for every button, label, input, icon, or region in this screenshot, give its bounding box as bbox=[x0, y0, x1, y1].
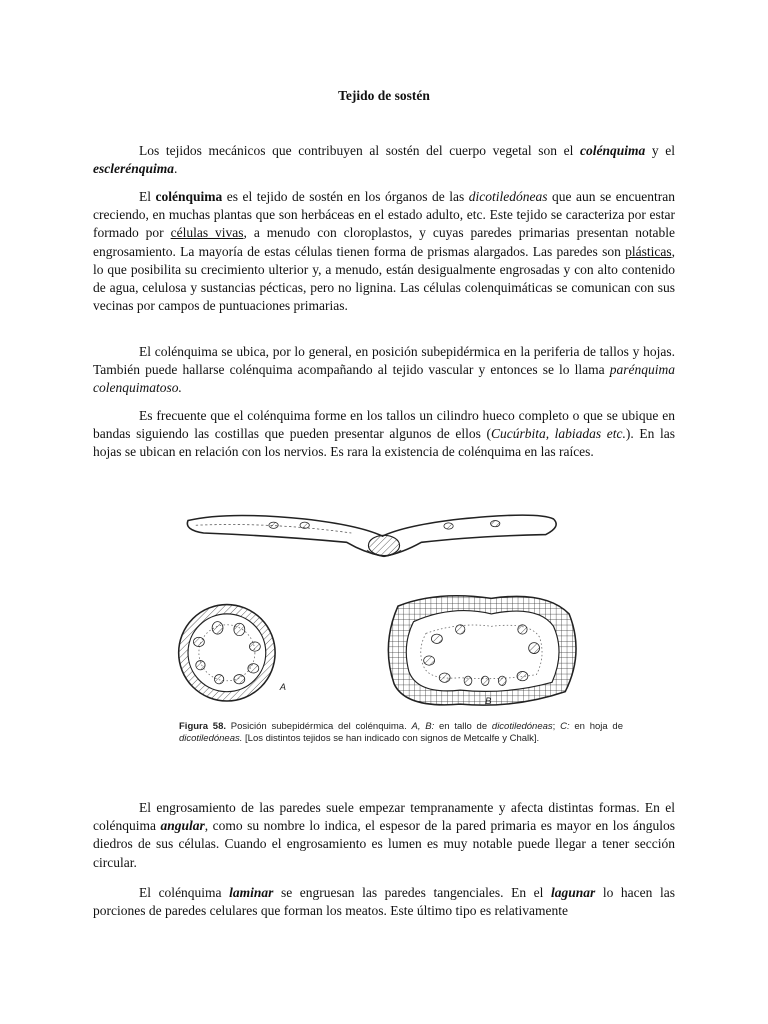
text: Es frecuente que el colénquima forme en los tallos un cilindro hueco completo o que se ubique en bandas siguiendo las costillas que pueden presentar algunos de ellos ( bbox=[93, 408, 675, 442]
text: y el bbox=[645, 143, 675, 158]
term-celulas-vivas: células vivas bbox=[170, 225, 244, 241]
text: en hoja de bbox=[569, 721, 624, 732]
text: A, B: bbox=[411, 721, 435, 732]
caption-label: Figura 58. bbox=[179, 721, 227, 732]
text: , a menudo con cloroplastos, y cuyas paredes primarias presentan notable engrosamiento. La mayoría de estas células tienen forma de prismas alargados. Las paredes son bbox=[93, 225, 676, 259]
text: El engrosamiento de las paredes suele empezar tempranamente y afecta distintas formas. En el colénquima bbox=[93, 800, 675, 834]
text: El colénquima bbox=[139, 885, 230, 900]
text: ; bbox=[552, 721, 561, 732]
text: dicotiledóneas bbox=[491, 721, 553, 732]
term-lagunar: lagunar bbox=[551, 885, 596, 900]
paragraph-5 bbox=[93, 799, 675, 872]
text: dicotiledóneas. bbox=[179, 732, 243, 744]
vascular-bundle-icon bbox=[368, 535, 399, 555]
figure-58-illustration bbox=[168, 505, 628, 715]
paragraph-2 bbox=[93, 188, 675, 315]
text: El colénquima se ubica, por lo general, en posición subepidérmica en la periferia de tallos y hojas. También puede hallarse colénquima acompañando al tejido vascular y entonces se lo llama bbox=[93, 344, 675, 378]
paragraph-1 bbox=[93, 142, 675, 178]
text: [Los distintos tejidos se han indicado con signos de Metcalfe y Chalk]. bbox=[242, 732, 540, 744]
term-colenquima: colénquima bbox=[155, 189, 223, 204]
figure-label-a: A bbox=[279, 682, 287, 693]
text: es el tejido de sostén en los órganos de las bbox=[222, 189, 469, 204]
text: C: bbox=[560, 721, 570, 732]
term-parenquima-colenquimatoso: parénquima colenquimatoso. bbox=[93, 362, 675, 396]
paragraph-3 bbox=[93, 343, 675, 398]
figure-caption bbox=[179, 721, 623, 744]
term-dicotiledoneas: dicotiledóneas bbox=[468, 189, 548, 204]
text: . bbox=[174, 161, 178, 177]
text: se engruesan las paredes tangenciales. En el bbox=[273, 885, 551, 900]
term-laminar: laminar bbox=[229, 885, 274, 900]
paragraph-6 bbox=[93, 884, 675, 920]
term-esclerenquima: esclerénquima bbox=[93, 161, 174, 177]
text: Posición subepidérmica del colénquima. bbox=[226, 721, 412, 732]
page-title: Tejido de sostén bbox=[338, 88, 430, 103]
figure-label-b: B bbox=[485, 696, 492, 707]
term-cucurbita: Cucúrbita, labiadas etc. bbox=[490, 426, 626, 442]
text: que aun se encuentran creciendo, en muchas plantas que son herbáceas en el estado adulto, etc. Este tejido se caracteriza por estar formado por bbox=[93, 189, 675, 241]
term-angular: angular bbox=[160, 818, 205, 834]
text: Los tejidos mecánicos que contribuyen al sostén del cuerpo vegetal son el bbox=[139, 143, 580, 158]
term-colenquima: colénquima bbox=[579, 143, 646, 158]
text: en tallo de bbox=[434, 721, 492, 732]
paragraph-4 bbox=[93, 407, 675, 462]
text: , como su nombre lo indica, el espesor de la pared primaria es mayor en los ángulos diedros de sus células. Cuando el engrosamiento es lumen es muy notable puede llegar a tener sección circular. bbox=[93, 818, 676, 870]
text: , lo que posibilita su crecimiento ulterior y, a menudo, están desigualmente engrosadas y con alto contenido de agua, celulosa y sustancias pécticas, pero no lignina. Las células colenquimáticas se comunican con sus vecinas por campos de puntuaciones primarias. bbox=[93, 243, 675, 314]
text: ). En las hojas se ubican en relación con los nervios. Es rara la existencia de colénquima en las raíces. bbox=[93, 426, 675, 460]
text: El bbox=[139, 189, 156, 204]
text: lo hacen las porciones de paredes celulares que forman los meatos. Este último tipo es relativamente bbox=[93, 885, 675, 919]
term-plasticas: plásticas bbox=[625, 243, 672, 259]
